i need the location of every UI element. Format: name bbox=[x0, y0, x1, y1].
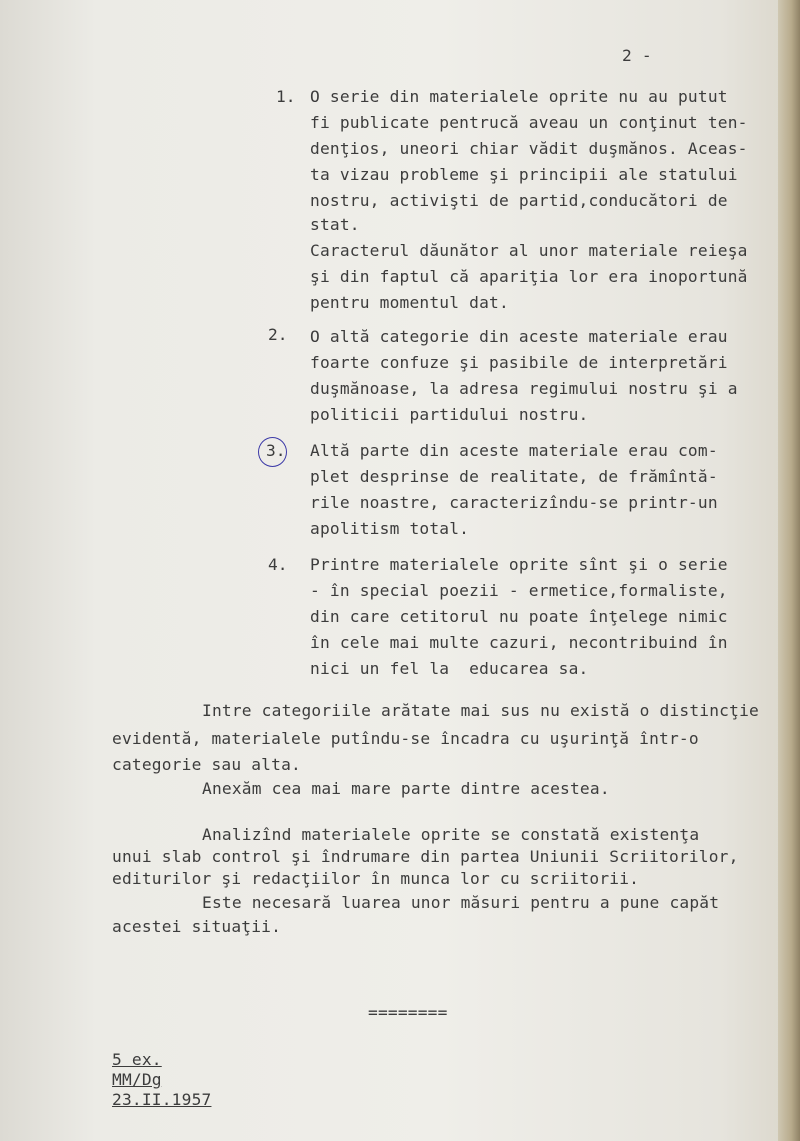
paragraph-line: unui slab control şi îndrumare din partea Uniunii Scriitorilor, bbox=[112, 847, 739, 866]
annex-note: Anexăm cea mai mare parte dintre acestea. bbox=[202, 779, 610, 798]
item-4-line: din care cetitorul nu poate înţelege nimic bbox=[310, 607, 728, 626]
item-2-line: duşmănoase, la adresa regimului nostru şi a bbox=[310, 379, 738, 398]
paragraph-line: Intre categoriile arătate mai sus nu există o distincţie bbox=[202, 701, 759, 720]
item-1-number: 1. bbox=[276, 87, 296, 106]
item-3-line: rile noastre, caracterizîndu-se printr-un bbox=[310, 493, 718, 512]
paragraph-line: Este necesară luarea unor măsuri pentru a pune capăt bbox=[202, 893, 720, 912]
paper-edge bbox=[778, 0, 800, 1141]
footer-copies: 5 ex. bbox=[112, 1050, 162, 1069]
item-2-line: O altă categorie din aceste materiale erau bbox=[310, 327, 728, 346]
separator-line: ======== bbox=[368, 1003, 448, 1022]
item-3-line: Altă parte din aceste materiale erau com- bbox=[310, 441, 718, 460]
item-4-number: 4. bbox=[268, 555, 288, 574]
item-3-line: plet desprinse de realitate, de frămîntă- bbox=[310, 467, 718, 486]
page-number: 2 - bbox=[622, 46, 652, 65]
item-1-line: pentru momentul dat. bbox=[310, 293, 509, 312]
item-1-line: O serie din materialele oprite nu au putut bbox=[310, 87, 728, 106]
item-3-line: apolitism total. bbox=[310, 519, 470, 538]
item-1-line: fi publicate pentrucă aveau un conţinut ten- bbox=[310, 113, 748, 132]
item-1-line: denţios, uneori chiar vădit duşmănos. Aceas- bbox=[310, 139, 748, 158]
paragraph-line: editurilor şi redacţiilor în munca lor cu scriitorii. bbox=[112, 869, 640, 888]
footer-initials: MM/Dg bbox=[112, 1070, 162, 1089]
footer-date: 23.II.1957 bbox=[112, 1090, 212, 1109]
paragraph-line: categorie sau alta. bbox=[112, 755, 301, 774]
item-2-line: politicii partidului nostru. bbox=[310, 405, 589, 424]
item-4-line: - în special poezii - ermetice,formaliste, bbox=[310, 581, 728, 600]
item-2-number: 2. bbox=[268, 325, 288, 344]
item-1-line: nostru, activişti de partid,conducători de bbox=[310, 191, 728, 210]
item-2-line: foarte confuze şi pasibile de interpretări bbox=[310, 353, 728, 372]
item-3-number: 3. bbox=[266, 441, 286, 460]
item-1-line: ta vizau probleme şi principii ale statului bbox=[310, 165, 738, 184]
item-4-line: Printre materialele oprite sînt şi o serie bbox=[310, 555, 728, 574]
paragraph-line: Analizînd materialele oprite se constată existenţa bbox=[202, 825, 700, 844]
item-4-line: nici un fel la educarea sa. bbox=[310, 659, 589, 678]
item-1-line: stat. bbox=[310, 215, 360, 234]
item-1-line: şi din faptul că apariţia lor era inoportună bbox=[310, 267, 748, 286]
paragraph-line: evidentă, materialele putîndu-se încadra cu uşurinţă într-o bbox=[112, 729, 699, 748]
item-1-line: Caracterul dăunător al unor materiale reieşa bbox=[310, 241, 748, 260]
item-4-line: în cele mai multe cazuri, necontribuind în bbox=[310, 633, 728, 652]
paragraph-line: acestei situaţii. bbox=[112, 917, 282, 936]
